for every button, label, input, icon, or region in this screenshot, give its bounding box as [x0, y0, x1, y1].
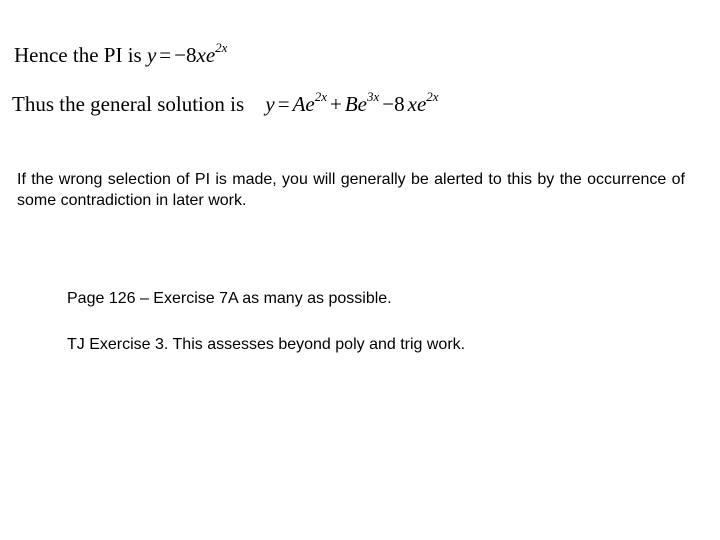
- gs-term1-exp: 2x: [314, 89, 327, 104]
- gs-term3-coef: −8: [382, 92, 405, 116]
- general-solution-statement: [12, 89, 439, 116]
- gs-lead-text: Thus the general solution is: [12, 92, 245, 116]
- task-textbook-exercise: Page 126 – Exercise 7A as many as possible.: [67, 290, 392, 307]
- pi-lead-text: Hence the PI is: [14, 43, 142, 67]
- gs-term2-coef: B: [344, 92, 358, 116]
- gs-term2-base: e: [357, 92, 367, 116]
- gs-term1-coef: A: [292, 92, 306, 116]
- gs-term1-base: e: [305, 92, 315, 116]
- pi-warning-note: If the wrong selection of PI is made, you will generally be alerted to this by the occurrence of some contradiction in later work.: [17, 171, 685, 209]
- pi-var: x: [196, 43, 206, 67]
- pi-statement: [14, 40, 228, 67]
- gs-term3-exp: 2x: [426, 89, 439, 104]
- gs-term2-exp: 3x: [367, 89, 380, 104]
- pi-exponent: 2x: [215, 40, 228, 55]
- gs-term3-base: e: [416, 92, 427, 116]
- pi-coef: −8: [174, 43, 197, 67]
- pi-base: e: [205, 43, 216, 67]
- pi-lhs: y: [146, 43, 157, 67]
- task-tj-exercise: TJ Exercise 3. This assesses beyond poly and trig work.: [67, 336, 466, 353]
- gs-equation: $y = Ae^{2x} + Be^{3x} -8$ $xe^{2x}$: [265, 89, 439, 116]
- gs-term3-var: x: [407, 92, 417, 116]
- pi-equation: $y = -8xe^{2x}$: [146, 40, 228, 67]
- gs-lhs: y: [265, 92, 275, 116]
